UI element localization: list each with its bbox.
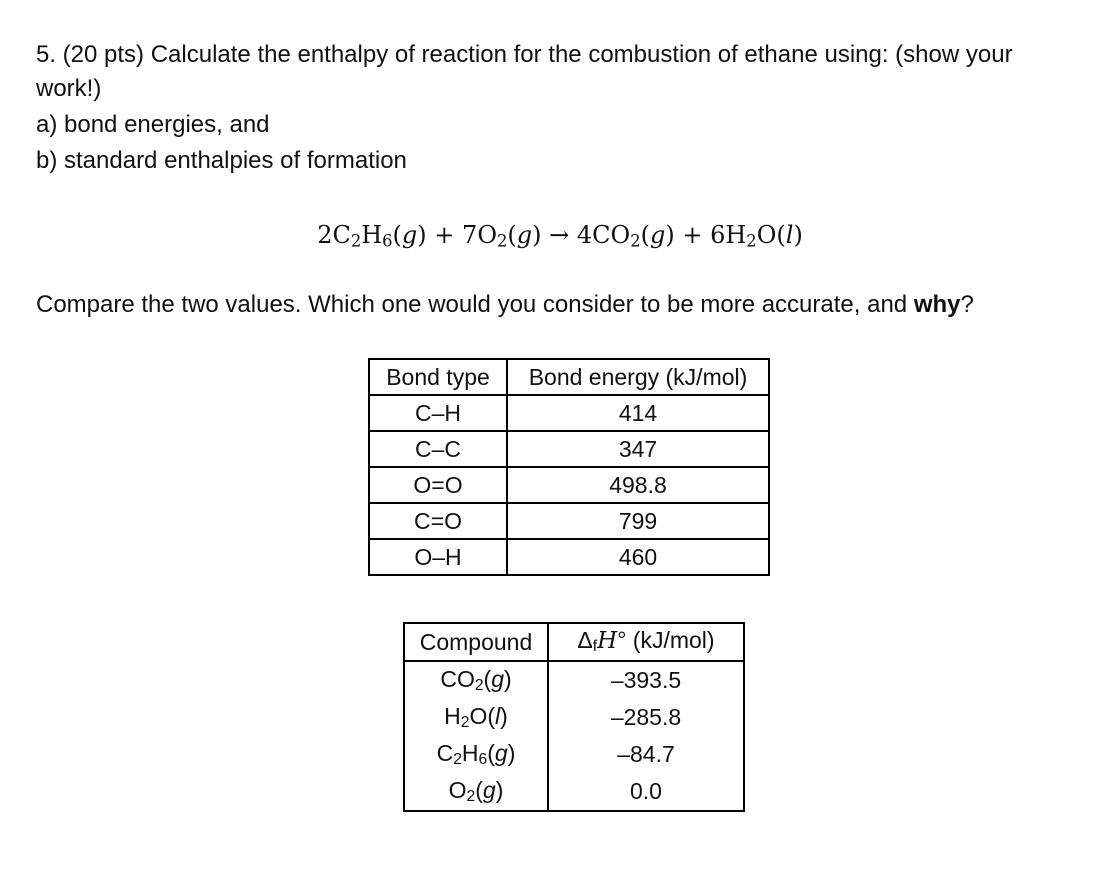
dhf-value-cell: –84.7	[548, 736, 744, 773]
table-row	[404, 736, 744, 773]
formula-state: g	[494, 739, 508, 766]
bond-energy-cell: 460	[507, 539, 769, 575]
dhf-units: ° (kJ/mol)	[617, 627, 715, 654]
bond-energy-cell: 799	[507, 503, 769, 539]
formula-sub: 2	[460, 714, 470, 732]
delta-subscript: f	[592, 638, 598, 656]
header-bond-energy: Bond energy (kJ/mol)	[507, 359, 769, 395]
delta-symbol: Δ	[577, 627, 593, 654]
eq-state: g	[649, 221, 666, 249]
compare-end: ?	[960, 291, 974, 318]
question-line-1: 5. (20 pts) Calculate the enthalpy of reaction for the combustion of ethane using: (show your	[36, 41, 1013, 68]
eq-state: l	[785, 221, 794, 249]
compound-cell: $H_2O(l)$	[404, 699, 548, 736]
bond-type-cell: C–H	[369, 395, 507, 431]
eq-ethane-h: H	[361, 221, 383, 249]
question-line-2: work!)	[36, 75, 102, 102]
formula-part: C	[436, 739, 454, 766]
table-header-row	[369, 359, 769, 395]
eq-ethane-c: 2C	[317, 221, 351, 249]
bond-type-cell: O=O	[369, 467, 507, 503]
formula-part: H	[444, 702, 461, 729]
table-row	[369, 431, 769, 467]
formula-part: CO	[440, 665, 475, 692]
compare-why: why	[913, 291, 961, 318]
formula-state: l	[495, 702, 501, 729]
enthalpy-symbol: H	[597, 628, 618, 655]
eq-co2: 4CO	[576, 221, 631, 249]
bond-energy-cell: 414	[507, 395, 769, 431]
question-part-b: b) standard enthalpies of formation	[36, 147, 407, 174]
table-row	[369, 539, 769, 575]
table-header-row	[404, 623, 744, 661]
compound-cell: $C_2H_6(g)$	[404, 736, 548, 773]
table-row	[404, 773, 744, 811]
compound-cell: $O_2(g)$	[404, 773, 548, 811]
table-row	[369, 503, 769, 539]
eq-water-o: O	[756, 221, 777, 249]
formula-state: g	[482, 776, 496, 803]
table-row	[404, 661, 744, 699]
compound-cell: $CO_2(g)$	[404, 661, 548, 699]
eq-state: g	[516, 221, 533, 249]
table-row	[369, 467, 769, 503]
formula-sub: 2	[466, 788, 476, 806]
table-row	[369, 395, 769, 431]
bond-energy-cell: 347	[507, 431, 769, 467]
dhf-value-cell: 0.0	[548, 773, 744, 811]
eq-water-h: 6H	[710, 221, 747, 249]
compare-text: Compare the two values. Which one would you consider to be more accurate, and	[36, 291, 914, 318]
bond-type-cell: O–H	[369, 539, 507, 575]
eq-oxygen: 7O	[462, 221, 497, 249]
eq-plus: +	[426, 221, 463, 249]
eq-state: g	[401, 221, 418, 249]
formula-state: g	[491, 665, 504, 692]
eq-arrow: →	[541, 221, 577, 249]
table-row	[404, 699, 744, 736]
combustion-equation: $2C_2H_6(g) + 7O_2(g) \to 4CO_2(g) + 6H_2O(l)$	[317, 221, 803, 251]
enthalpy-of-formation-table	[403, 622, 745, 812]
header-dhf	[548, 623, 744, 661]
question-part-a: a) bond energies, and	[36, 111, 270, 138]
formula-part: H	[461, 739, 479, 766]
dhf-value-cell: –393.5	[548, 661, 744, 699]
formula-sub: 2	[453, 751, 462, 769]
formula-part: O	[469, 702, 488, 729]
eq-plus: +	[674, 221, 711, 249]
bond-type-cell: C=O	[369, 503, 507, 539]
compare-prompt	[36, 290, 974, 320]
header-bond-type: Bond type	[369, 359, 507, 395]
formula-sub: 2	[474, 677, 484, 695]
header-compound: Compound	[404, 623, 548, 661]
formula-sub: 6	[478, 751, 488, 769]
dhf-value-cell: –285.8	[548, 699, 744, 736]
formula-part: O	[448, 776, 467, 803]
bond-type-cell: C–C	[369, 431, 507, 467]
bond-energy-cell: 498.8	[507, 467, 769, 503]
bond-energy-table	[368, 358, 770, 576]
